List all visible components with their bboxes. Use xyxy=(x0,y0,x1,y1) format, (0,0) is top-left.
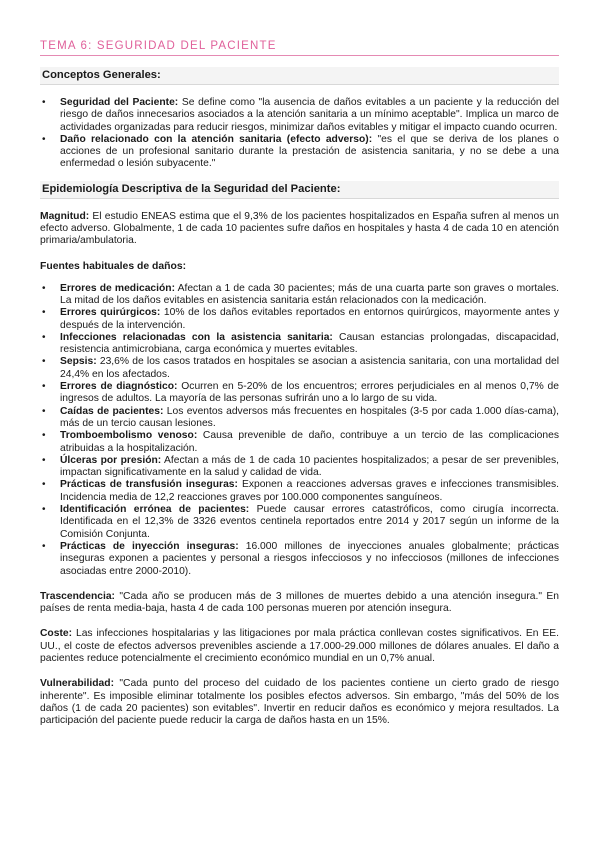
bullet-icon: • xyxy=(42,282,46,294)
list-item: • Caídas de pacientes: Los eventos adversos más frecuentes en hospitales (3-5 por cada 1.000 días-cama), más de un tercio causan lesiones. xyxy=(42,405,559,429)
list-item: • Identificación errónea de pacientes: Puede causar errores catastróficos, como cirugía incorrecta. Identificada en el 12,3% de 3326 eventos centinela reportados entre 2014 y 2017 según un informe de la Comisión Conjunta. xyxy=(42,504,560,540)
trascendencia-paragraph: Trascendencia: "Cada año se producen más de 3 millones de muertes debido a una atención insegura." En países de renta media-baja, hasta 4 de cada 100 personas mueren por atención insegura. xyxy=(40,590,559,615)
list-item: • Sepsis: 23,6% de los casos tratados en hospitales se asocian a asistencia sanitaria, con una mortalidad del 24,4% en los afectados. xyxy=(42,356,559,380)
bullet-icon: • xyxy=(42,479,46,491)
bullet-icon: • xyxy=(42,454,46,466)
bullet-icon: • xyxy=(42,430,46,442)
bullet-icon: • xyxy=(42,405,46,417)
bullet-icon: • xyxy=(42,133,46,145)
bullet-icon: • xyxy=(42,307,46,319)
bullet-icon: • xyxy=(42,540,46,552)
bullet-icon: • xyxy=(42,381,46,393)
page-title: TEMA 6: SEGURIDAD DEL PACIENTE xyxy=(40,40,559,56)
list-item: • Prácticas de inyección inseguras: 16.000 millones de inyecciones anuales globalmente; prácticas inseguras exponen a pacientes y personal a riesgos infecciosos y no infecciosos (millones de infecciones asociadas entre 2000-2010). xyxy=(42,540,560,577)
coste-paragraph: Coste: Las infecciones hospitalarias y las litigaciones por mala práctica conllevan costes significativos. En EE. UU., el coste de efectos adversos prevenibles asciende a 17.000-29.000 millones de dólares anuales. El daño a pacientes reduce potencialmente el crecimiento económico mundial en un 0,7% anual. xyxy=(40,628,559,664)
section-heading-conceptos: Conceptos Generales: xyxy=(40,67,559,85)
bullet-icon: • xyxy=(42,97,46,108)
list-item: • Úlceras por presión: Afectan a más de 1 de cada 10 pacientes hospitalizados; a pesar de ser prevenibles, impactan significativamente en la salud y calidad de vida. xyxy=(42,454,559,479)
list-item: • Seguridad del Paciente: Se define como "la ausencia de daños evitables a un paciente y la reducción del riesgo de daños innecesarios asociados a la atención sanitaria a un mínimo aceptable". Implica un marco de actividades organizadas para reducir riesgos, minimizar daños evitables y mitigar el impacto cuando ocurren. xyxy=(42,97,560,133)
magnitud-paragraph: Magnitud: El estudio ENEAS estima que el 9,3% de los pacientes hospitalizados en España sufren al menos un efecto adverso. Globalmente, 1 de cada 10 pacientes sufre daños en hospitales y hasta 4 de cada 10 en atención primaria/ambulatoria. xyxy=(40,210,559,247)
bullet-icon: • xyxy=(42,504,46,516)
section-heading-epidemiologia: Epidemiología Descriptiva de la Seguridad del Paciente: xyxy=(40,181,559,199)
fuentes-heading: Fuentes habituales de daños: xyxy=(40,260,187,272)
list-item: • Tromboembolismo venoso: Causa prevenible de daño, contribuye a un tercio de las complicaciones atribuidas a la hospitalización. xyxy=(42,430,560,454)
list-item: • Errores de medicación: Afectan a 1 de cada 30 pacientes; más de una cuarta parte son graves o mortales. La mitad de los daños evitables en asistencia sanitaria están relacionados con la medicación. xyxy=(42,282,559,306)
fuentes-list xyxy=(40,283,559,578)
bullet-icon: • xyxy=(42,331,46,343)
list-item: • Daño relacionado con la atención sanitaria (efecto adverso): "es el que se deriva de los planes o acciones de un profesional sanitario durante la prestación de asistencia sanitaria, y no se debe a una enfermedad o lesión subyacente." xyxy=(42,133,559,170)
bullet-icon: • xyxy=(42,356,46,368)
list-item: • Prácticas de transfusión inseguras: Exponen a reacciones adversas graves e infecciones transmisibles. Incidencia media de 12,2 reacciones graves por 100.000 componentes sanguíneos. xyxy=(42,479,559,503)
list-item: • Errores de diagnóstico: Ocurren en 5-20% de los encuentros; errores perjudiciales en al menos 0,7% de ingresos de adultos. La mayoría de las personas sufrirán uno a lo largo de su vida. xyxy=(42,381,559,405)
list-item: • Errores quirúrgicos: 10% de los daños evitables reportados en entornos quirúrgicos, mayormente antes y después de la intervención. xyxy=(42,307,560,331)
conceptos-list xyxy=(40,97,559,171)
vulnerabilidad-paragraph: Vulnerabilidad: "Cada punto del proceso del cuidado de los pacientes contiene un cierto grado de riesgo inherente". Es imposible eliminar totalmente los posibles efectos adversos. Sin embargo, "más del 50% de los daños (1 de cada 20 pacientes) son evitables". Invertir en reducir daños es económico y mejora resultados. La participación del paciente puede reducir la carga de daños hasta en un 15%. xyxy=(40,678,559,727)
list-item: • Infecciones relacionadas con la asistencia sanitaria: Causan estancias prolongadas, discapacidad, resistencia antimicrobiana, carga económica y muertes evitables. xyxy=(42,331,559,356)
